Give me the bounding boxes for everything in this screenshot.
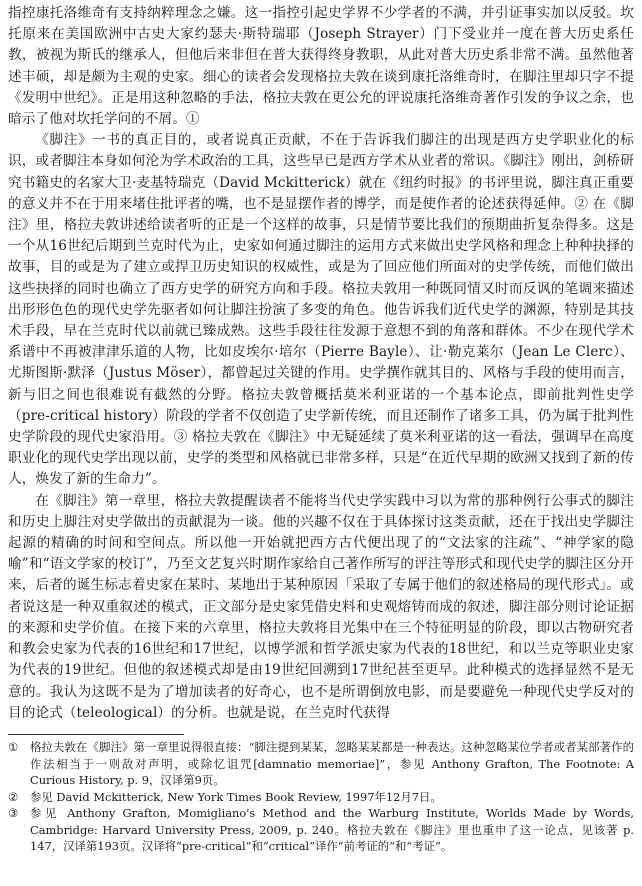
footnote-text: 参见 Anthony Grafton, Momigliano's Method and the Warburg Institute, Worlds Made by Words, Cambridge: Harvard University Press, 2009, p. 240。格拉夫敦在《脚注》里也重申了这一论点，见该著 p. 147，汉译第193页。汉译将“pre-critical”和“critical”译作“前考证的”和“考证”。 bbox=[30, 806, 634, 854]
footnote-text: 格拉夫敦在《脚注》第一章里说得很直接：“脚注提到某某，忽略某某都是一种表达。这种忽略某位学者或者某部著作的作法相当于一则敌对声明，或除忆诅咒[damnatio memoriae]”，参见 Anthony Grafton, The Footnote: A Curious History, p. 9，汉译第9页。 bbox=[30, 739, 634, 788]
footnote-text: 参见 David Mckitterick, New York Times Book Review, 1997年12月7日。 bbox=[30, 789, 442, 804]
paragraph-3: 在《脚注》第一章里，格拉夫敦提醒读者不能将当代史学实践中习以为常的那种例行公事式的脚注和历史上脚注对史学做出的贡献混为一谈。他的兴趣不仅在于具体探讨这类贡献，还在于找出史学脚注起源的精确的时间和空间点。所以他一开始就把西方古代便出现了的“文法家的注疏”、“神学家的隐喻”和“语文学家的校订”，乃至文艺复兴时期作家给自己著作所写的评注等形式和现代史学的脚注区分开来，后者的诞生标志着史家在某时、某地出于某种原因「采取了专属于他们的叙述格局的现代形式」。或者说这是一种双重叙述的模式，正文部分是史家凭借史料和史观熔铸而成的叙述，脚注部分则讨论证据的来源和史学价值。在接下来的六章里，格拉夫敦将目光集中在三个特征明显的阶段，即以古物研究者和教会史家为代表的16世纪和17世纪，以博学派和哲学派史家为代表的18世纪，和以兰克等职业史家为代表的19世纪。但他的叙述模式却是由19世纪回溯到17世纪甚至更早。此种模式的选择显然不是无意的。我认为这既不是为了增加读者的好奇心，也不是所谓倒放电影，而是要避免一种现代史学反对的目的论式（teleological）的分析。也就是说，在兰克时代获得 bbox=[8, 492, 634, 721]
paragraph-1: 指控康托洛维奇有支持纳粹理念之嫌。这一指控引起史学界不少学者的不满，并引证事实加以反驳。坎托原来在美国欧洲中古史大家约瑟夫·斯特瑞耶（Joseph Strayer）门下受业并一度在普大历史系任教，被视为斯氏的继承人，但他后来非但在普大获得终身教职，从此对普大历史系非常不满。虽然他著述丰硕，却是颇为主观的史家。细心的读者会发现格拉夫敦在谈到康托洛维奇时，在脚注里却只字不提《发明中世纪》。正是用这种忽略的手法，格拉夫敦在更公允的评说康托洛维奇著作引发的争议之余，也暗示了他对坎托学问的不屑。① bbox=[8, 5, 634, 128]
footnote-divider bbox=[8, 734, 184, 735]
footnote-mark: ③ bbox=[8, 806, 19, 821]
footnote bbox=[8, 805, 634, 855]
footnotes bbox=[8, 739, 634, 855]
footnote bbox=[8, 739, 634, 789]
page bbox=[8, 3, 634, 855]
body-text bbox=[8, 3, 634, 724]
footnote bbox=[8, 789, 634, 806]
footnote-mark: ① bbox=[8, 739, 19, 754]
footnote-mark: ② bbox=[8, 789, 19, 804]
paragraph-2: 《脚注》一书的真正目的，或者说真正贡献，不在于告诉我们脚注的出现是西方史学职业化的标识，或者脚注本身如何沦为学术政治的工具，这些早已是西方学术从业者的常识。《脚注》刚出，剑桥研究书籍史的名家大卫·麦基特瑞克（David Mckitterick）就在《纽约时报》的书评里说，脚注真正重要的意义并不在于用来堵住批评者的嘴，也不是显摆作者的博学，而是使作者的论述获得延伸。② 在《脚注》里，格拉夫敦讲述给读者听的正是一个这样的故事，只是情节要比我们的预期曲折复杂得多。这是一个从16世纪后期到兰克时代为止，史家如何通过脚注的运用方式来做出史学风格和理念上种种抉择的故事，目的或是为了建立或捍卫历史知识的权威性，或是为了回应他们所面对的史学传统，而他们做出这些抉择的同时也确立了西方史学的研究方向和手段。格拉夫敦用一种既同情又时而反讽的笔调来描述出形形色色的现代史学先驱者如何让脚注扮演了多变的角色。他告诉我们近代史学的渊源，特别是其技术手段，早在兰克时代以前就已臻成熟。这些手段往往发源于意想不到的角落和群体。不少在现代学术系谱中不再被津津乐道的人物，比如皮埃尔·培尔（Pierre Bayle）、让·勒克莱尔（Jean Le Clerc）、尤斯图斯·默泽（Justus Möser），都曾起过关键的作用。史学撰作就其目的、风格与手段的使用而言，新与旧之间也很难说有截然的分野。格拉夫敦曾概括莫米利亚诺的一个基本论点，即前批判性史学（pre-critical history）阶段的学者不仅创造了史学新传统，而且还制作了诸多工具，仍为属于批判性史学阶段的现代史家沿用。③ 格拉夫敦在《脚注》中无疑延续了莫米利亚诺的这一看法，强调早在高度职业化的现代史学出现以前，史学的类型和风格就已非常多样，只是“在近代早期的欧洲又找到了新的传人，焕发了新的生命力”。 bbox=[8, 132, 634, 488]
